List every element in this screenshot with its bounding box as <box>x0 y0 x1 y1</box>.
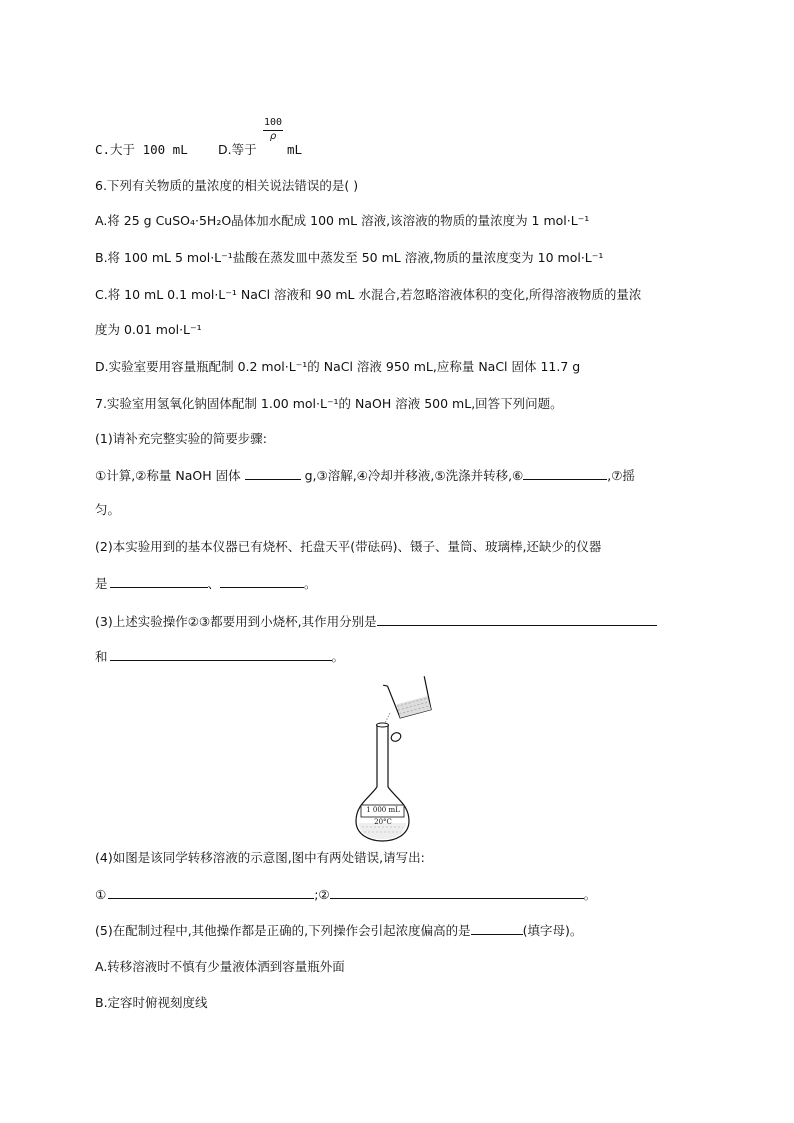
q5-option-d-unit: mL <box>287 142 303 157</box>
q7-part2-blank-1[interactable] <box>110 575 208 588</box>
q7-part1-text-a: ①计算,②称量 NaOH 固体 <box>95 468 241 483</box>
q6-option-b: B.将 100 mL 5 mol·L⁻¹盐酸在蒸发皿中蒸发至 50 mL 溶液,物质的量浓度变为 10 mol·L⁻¹ <box>95 250 604 265</box>
q6-option-c-line1: C.将 10 mL 0.1 mol·L⁻¹ NaCl 溶液和 90 mL 水混合,若忽略溶液体积的变化,所得溶液物质的量浓 <box>95 287 642 302</box>
q6-option-a: A.将 25 g CuSO₄·5H₂O晶体加水配成 100 mL 溶液,该溶液的物质的量浓度为 1 mol·L⁻¹ <box>95 213 590 228</box>
q7-part3-blank-1[interactable] <box>377 613 657 626</box>
flask-volume-label: 1 000 mL <box>366 806 400 814</box>
q5-option-d-prefix: D.等于 <box>218 142 257 157</box>
q7-part2-blank-2[interactable] <box>220 575 304 588</box>
q7-part4-line1: (4)如图是该同学转移溶液的示意图,图中有两处错误,请写出: <box>95 850 425 865</box>
q7-part2-line2 <box>95 575 317 592</box>
q7-part2-sep: 、 <box>207 576 221 591</box>
flask-temp-label: 20°C <box>374 818 392 826</box>
stopper-icon <box>390 731 403 743</box>
q7-part2-text-a: 是 <box>95 576 108 591</box>
q7-part4-line2 <box>95 886 596 903</box>
q7-part3-text-a: 和 <box>95 649 108 664</box>
q7-part3-end: 。 <box>331 649 345 664</box>
q7-part1-blank-step6[interactable] <box>523 467 607 480</box>
q6-stem: 6.下列有关物质的量浓度的相关说法错误的是( ) <box>95 178 359 193</box>
q7-part3-text: (3)上述实验操作②③都要用到小烧杯,其作用分别是 <box>95 614 377 629</box>
q7-part2-line1: (2)本实验用到的基本仪器已有烧杯、托盘天平(带砝码)、镊子、量筒、玻璃棒,还缺少的仪器 <box>95 539 602 554</box>
q7-part5-blank[interactable] <box>471 922 523 935</box>
q7-part5-option-b: B.定容时俯视刻度线 <box>95 995 208 1010</box>
q7-part4-sep: ;② <box>314 887 330 902</box>
volumetric-flask-figure <box>350 675 460 849</box>
q7-part4-blank-2[interactable] <box>330 886 584 899</box>
q7-part3-line2 <box>95 648 344 665</box>
q7-part5-line1 <box>95 922 582 939</box>
q7-part5-text-a: (5)在配制过程中,其他操作都是正确的,下列操作会引起浓度偏高的是 <box>95 923 471 938</box>
q7-part1-text-b: g,③溶解,④冷却并移液,⑤洗涤并转移,⑥ <box>304 468 524 483</box>
q7-part5-text-b: (填字母)。 <box>522 923 583 938</box>
q7-part4-end: 。 <box>583 887 597 902</box>
fraction-numerator: 100 <box>263 117 283 128</box>
q7-part3-line1 <box>95 613 657 630</box>
q7-part1-line <box>95 467 635 484</box>
q7-part1-line2: 匀。 <box>95 502 121 517</box>
q7-part1-blank-mass[interactable] <box>245 467 301 480</box>
q7-part4-blank-1[interactable] <box>108 886 314 899</box>
fraction-denominator: ρ <box>269 131 277 142</box>
q7-part4-text-a: ① <box>95 887 107 902</box>
q6-option-d: D.实验室要用容量瓶配制 0.2 mol·L⁻¹的 NaCl 溶液 950 mL,应称量 NaCl 固体 11.7 g <box>95 359 581 374</box>
q5-option-c: C.大于 100 mL <box>95 142 188 157</box>
beaker-icon <box>383 675 433 720</box>
q7-part2-end: 。 <box>304 576 317 591</box>
q7-part3-blank-2[interactable] <box>110 648 332 661</box>
q7-stem: 7.实验室用氢氧化钠固体配制 1.00 mol·L⁻¹的 NaOH 溶液 500 mL,回答下列问题。 <box>95 396 563 411</box>
q7-part5-option-a: A.转移溶液时不慎有少量液体洒到容量瓶外面 <box>95 959 345 974</box>
q6-option-c-line2: 度为 0.01 mol·L⁻¹ <box>95 322 202 337</box>
q7-part1-title: (1)请补充完整实验的简要步骤: <box>95 431 267 446</box>
q7-part1-text-c: ,⑦摇 <box>607 468 635 483</box>
